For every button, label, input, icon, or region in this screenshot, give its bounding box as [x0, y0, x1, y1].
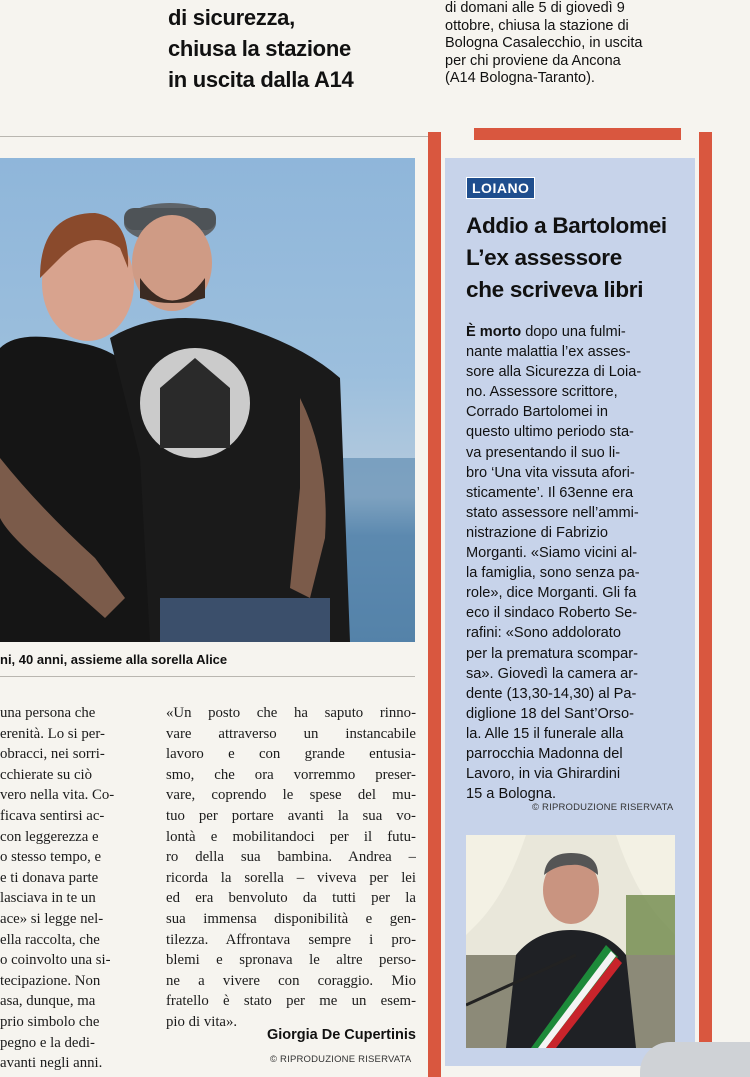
article-line: o stesso tempo, e — [0, 849, 102, 866]
sidebar-line: la. Alle 15 il funerale alla — [466, 725, 624, 742]
article-line: prio simbolo che — [0, 1013, 100, 1030]
article-line: con leggerezza e — [0, 828, 99, 845]
article-line: ella raccolta, che — [0, 931, 100, 948]
article-column-middle — [166, 703, 416, 1033]
sidebar-lead: È morto — [466, 324, 522, 340]
sidebar-line: eco il sindaco Roberto Se- — [466, 605, 638, 622]
top-news-line: ottobre, chiusa la stazione di — [445, 17, 629, 34]
article-line: ro della sua bambina. Andrea – — [166, 849, 416, 866]
sidebar-line: dente (13,30-14,30) al Pa- — [466, 685, 637, 702]
top-headline-line: chiusa la stazione — [168, 36, 351, 61]
sidebar-body — [466, 322, 674, 804]
sidebar-line: nante malattia l’ex asses- — [466, 344, 631, 361]
sidebar-line-first — [466, 322, 674, 342]
top-news-line: per chi proviene da Ancona — [445, 52, 621, 69]
sidebar-first-rest: dopo una fulmi- — [521, 324, 626, 340]
sidebar-line: per la prematura scompar- — [466, 645, 638, 662]
article-line: e ti donava parte — [0, 869, 99, 886]
article-line: pio di vita». — [166, 1013, 238, 1030]
article-line: o coinvolto una si- — [0, 952, 111, 969]
article-line: lontà e mobilitandoci per il futu- — [166, 828, 416, 845]
article-line: avanti negli anni. — [0, 1055, 103, 1072]
article-line: ed era benvoluto da tutti per la — [166, 890, 416, 907]
sidebar-line: diglione 18 del Sant’Orso- — [466, 705, 634, 722]
sidebar-line: rafini: «Sono addolorato — [466, 625, 621, 642]
red-accent-bar-right — [699, 132, 712, 1062]
sidebar-line: no. Assessore scrittore, — [466, 384, 618, 401]
sidebar-line: Morganti. «Siamo vicini al- — [466, 545, 638, 562]
sidebar-line: stato assessore nell’ammi- — [466, 504, 639, 521]
sidebar-line: sa». Giovedì la camera ar- — [466, 665, 638, 682]
article-line: smo, che ora vorremmo preser- — [166, 766, 416, 783]
section-tag: LOIANO — [466, 177, 535, 199]
sidebar-line: Corrado Bartolomei in — [466, 404, 608, 421]
article-line: blemi e spronava le altre perso- — [166, 952, 416, 969]
article-line: una persona che — [0, 705, 96, 721]
sidebar-line: sticamente’. Il 63enne era — [466, 484, 634, 501]
caption-divider — [0, 676, 415, 677]
article-copyright: © RIPRODUZIONE RISERVATA — [270, 1054, 412, 1065]
red-accent-bar-left — [428, 132, 441, 1077]
article-author: Giorgia De Cupertinis — [266, 1027, 416, 1043]
article-line: lasciava in te un — [0, 890, 96, 907]
main-photo — [0, 158, 415, 642]
photo-illustration — [0, 158, 415, 642]
article-line: sua immensa disponibilità e gen- — [166, 910, 416, 927]
article-line: ricorda la sorella – viveva per lei — [166, 869, 416, 886]
sidebar-headline — [466, 210, 686, 306]
article-line: ace» si legge nel- — [0, 910, 104, 927]
article-line: erenità. Lo si per- — [0, 725, 105, 742]
article-line: asa, dunque, ma — [0, 993, 96, 1010]
red-accent-bar-top — [474, 128, 681, 140]
sidebar-headline-line: Addio a Bartolomei — [466, 213, 667, 238]
article-line: tilezza. Affrontava sempre i pro- — [166, 931, 416, 948]
sidebar-line: la famiglia, sono senza pa- — [466, 565, 640, 582]
sidebar-line: Lavoro, in via Ghirardini — [466, 766, 621, 783]
article-line: tecipazione. Non — [0, 972, 101, 989]
sidebar-line: bro ‘Una vita vissuta afori- — [466, 464, 635, 481]
article-line: vare, coprendo le spese del mu- — [166, 787, 416, 804]
article-line: lavoro e con grande entusia- — [166, 746, 416, 763]
top-news-line: Bologna Casalecchio, in uscita — [445, 35, 643, 51]
sidebar-headline-line: che scriveva libri — [466, 277, 644, 302]
sidebar-line: questo ultimo periodo sta- — [466, 424, 634, 441]
top-headline-line: in uscita dalla A14 — [168, 67, 354, 92]
sidebar-line: nistrazione di Fabrizio — [466, 524, 608, 541]
sidebar-line: parrocchia Madonna del — [466, 745, 623, 762]
top-news-line: (A14 Bologna-Taranto). — [445, 70, 595, 86]
sidebar-line: sore alla Sicurezza di Loia- — [466, 364, 642, 381]
portrait-illustration — [466, 835, 675, 1048]
top-news-snippet — [445, 0, 700, 88]
top-headline-line: di sicurezza, — [168, 5, 295, 30]
top-news-line: di domani alle 5 di giovedì 9 — [445, 0, 625, 16]
article-line: pegno e la dedi- — [0, 1034, 95, 1051]
article-line: obracci, nei sorri- — [0, 746, 105, 763]
sidebar-copyright: © RIPRODUZIONE RISERVATA — [532, 802, 674, 813]
top-headline — [168, 2, 428, 95]
article-line: vare attraverso un instancabile — [166, 725, 416, 742]
article-line: cchierate su ciò — [0, 766, 93, 783]
corner-shadow — [640, 1042, 750, 1077]
sidebar-headline-line: L’ex assessore — [466, 245, 622, 270]
sidebar-portrait-photo — [466, 835, 675, 1048]
article-line: vero nella vita. Co- — [0, 787, 115, 804]
article-line: fratello è stato per me un esem- — [166, 993, 416, 1010]
photo-caption: ni, 40 anni, assieme alla sorella Alice — [0, 652, 228, 667]
sidebar-line: 15 a Bologna. — [466, 786, 557, 803]
article-line: «Un posto che ha saputo rinno- — [166, 705, 416, 721]
article-line: tuo per portare avanti la sua vo- — [166, 807, 416, 824]
sidebar-line: va presentando il suo li- — [466, 444, 621, 461]
article-line: ne a vivere con coraggio. Mio — [166, 972, 416, 989]
article-column-left — [0, 703, 145, 1074]
article-line: ficava sentirsi ac- — [0, 807, 105, 824]
sidebar-line: role», dice Morganti. Gli fa — [466, 585, 637, 602]
section-divider — [0, 136, 440, 137]
